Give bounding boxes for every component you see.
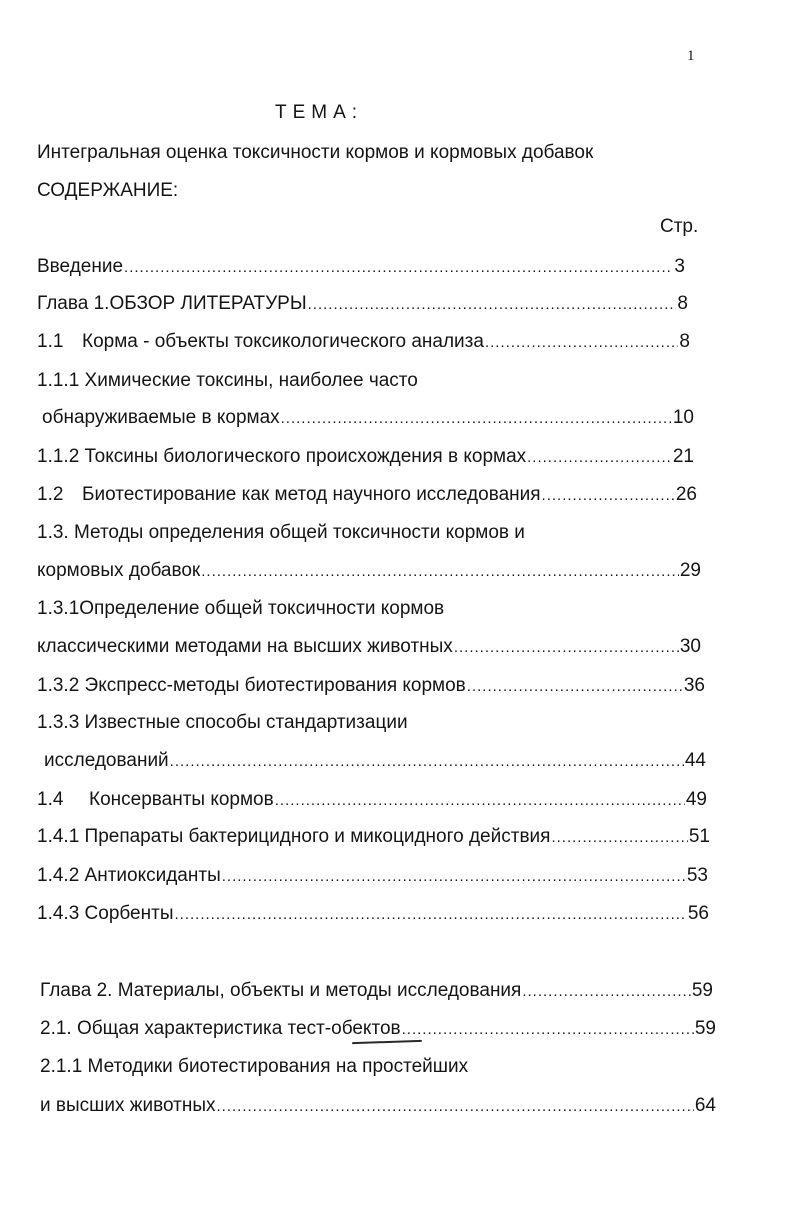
toc-entry-page: 59 [694,1018,716,1039]
toc-entry-title: 1.4.1 Препараты бактерицидного и микоцидного действия [37,826,551,847]
toc-entry-number: 1.4 [37,789,64,810]
toc-entry-1-1-1 [42,407,694,430]
toc-entry-title: 1.1.2 Токсины биологического происхождения в кормах [37,446,527,467]
toc-entry-title: 1.4.2 Антиоксиданты [37,865,221,886]
toc-entry-number: 1.1 [37,331,64,352]
toc-entry-page: 3 [674,256,685,277]
leader-dots [542,485,675,507]
toc-entry-2-1-1-title: 2.1.1 Методики биотестирования на простейших [40,1056,469,1077]
toc-entry-page: 36 [683,675,705,696]
toc-entry-1-3 [37,560,701,583]
toc-entry-title: Биотестирование как метод научного исследования [82,484,541,505]
leader-dots [454,637,679,659]
toc-entry-page: 21 [672,446,694,467]
toc-entry-title: Корма - объекты токсикологического анализа [82,331,484,352]
toc-entry-page: 64 [694,1095,716,1116]
leader-dots [201,561,679,583]
toc-entry-2-1 [40,1018,716,1041]
toc-entry-chapter-2 [40,980,713,1003]
toc-entry-page: 29 [679,560,701,581]
leader-dots [522,981,691,1003]
toc-entry-1-4-2 [37,865,708,888]
toc-entry-page: 8 [677,293,688,314]
toc-entry-1-3-2 [37,675,705,698]
toc-entry-title: Консерванты кормов [89,789,274,810]
toc-entry-1-3-1 [37,636,701,659]
page-number: 1 [687,48,695,64]
leader-dots [174,904,686,926]
leader-dots [275,790,685,812]
toc-entry-continuation: классическими методами на высших животных [37,636,453,657]
toc-entry-1-4-3 [37,903,709,926]
toc-entry-title: Глава 1.ОБЗОР ЛИТЕРАТУРЫ [37,293,307,314]
toc-entry-2-1-1 [40,1095,716,1118]
toc-entry-1-3-3-title: 1.3.3 Известные способы стандартизации [37,712,408,733]
toc-entry-introduction [37,256,685,279]
toc-entry-1-4-1 [37,826,710,849]
toc-entry-title: 2.1. Общая характеристика тест-обектов [40,1018,401,1039]
toc-entry-continuation: исследований [44,750,169,771]
toc-entry-1-1-2 [37,446,694,469]
toc-entry-1-3-3 [44,750,706,773]
leader-dots [170,751,684,773]
toc-entry-chapter-1 [37,293,688,316]
toc-entry-title: Введение [37,256,124,277]
leader-dots [308,294,677,316]
leader-dots [216,1096,693,1118]
leader-dots [222,866,686,888]
contents-heading: СОДЕРЖАНИЕ: [37,180,179,201]
toc-entry-1-1-1-title: 1.1.1 Химические токсины, наиболее часто [37,370,418,391]
toc-entry-1-1 [37,331,690,354]
toc-entry-continuation: кормовых добавок [37,560,201,581]
tema-heading: ТЕМА: [275,102,364,123]
toc-entry-title: Глава 2. Материалы, объекты и методы исследования [40,980,522,1001]
toc-entry-title: 1.3.2 Экспресс-методы биотестирования кормов [37,675,466,696]
toc-entry-page: 8 [679,331,690,352]
toc-entry-continuation: обнаруживаемые в кормах [42,407,280,428]
toc-entry-page: 59 [691,980,713,1001]
page-column-label: Стр. [660,216,699,237]
toc-entry-title: 1.4.3 Сорбенты [37,903,174,924]
toc-entry-continuation: и высших животных [40,1095,216,1116]
topic-title: Интегральная оценка токсичности кормов и кормовых добавок [37,142,594,163]
toc-entry-1-3-1-title: 1.3.1Определение общей токсичности кормов [37,598,445,619]
toc-entry-page: 26 [675,484,697,505]
leader-dots [402,1019,694,1041]
toc-entry-page: 30 [679,636,701,657]
leader-dots [124,257,673,279]
leader-dots [527,447,672,469]
toc-entry-page: 44 [684,750,706,771]
toc-entry-page: 51 [688,826,710,847]
toc-entry-1-2 [37,484,697,507]
toc-entry-number: 1.2 [37,484,64,505]
toc-entry-1-3-title: 1.3. Методы определения общей токсичности кормов и [37,522,525,543]
leader-dots [467,676,683,698]
toc-entry-page: 10 [672,407,694,428]
leader-dots [551,827,687,849]
toc-entry-1-4 [37,789,707,812]
leader-dots [485,332,678,354]
toc-entry-page: 53 [686,865,708,886]
toc-entry-page: 49 [685,789,707,810]
toc-entry-page: 56 [687,903,709,924]
leader-dots [281,408,672,430]
